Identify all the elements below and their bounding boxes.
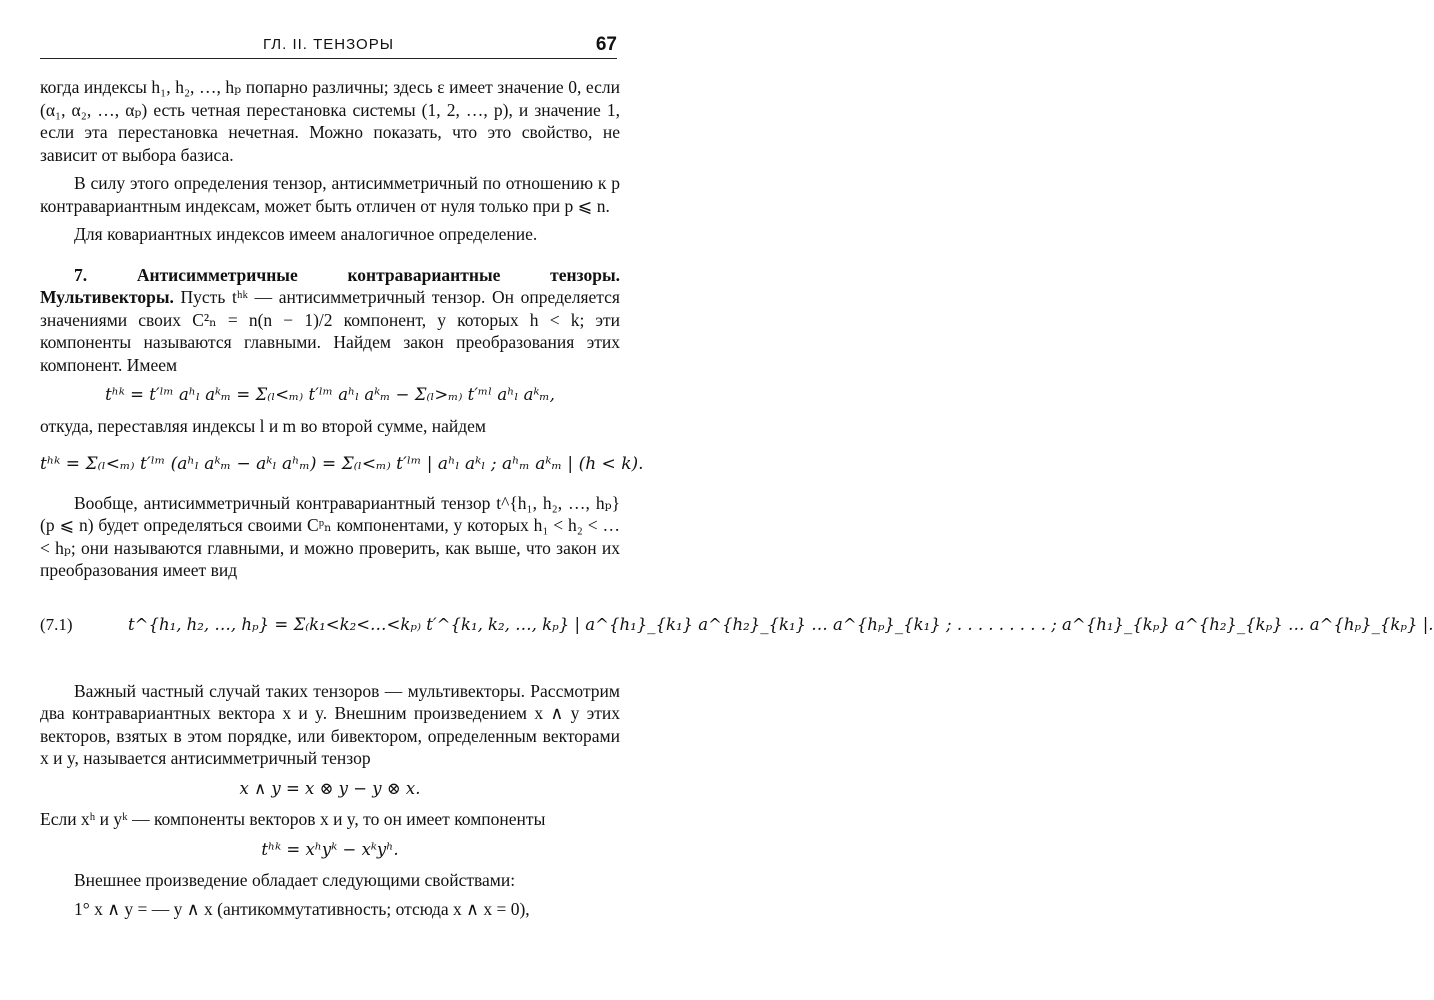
equation-2: tʰᵏ = Σ₍ₗ<ₘ₎ t′ˡᵐ (aʰₗ aᵏₘ − aᵏₗ aʰₘ) = Σ₍ₗ<ₘ₎ t′ˡᵐ | aʰₗ aᵏₗ ; aʰₘ aᵏₘ | (h < k). (40, 454, 644, 474)
paragraph-3: Для ковариантных индексов имеем аналогичное определение. (74, 224, 538, 244)
section-title: 7. Антисимметричные контравариантные тензоры. Мультивекторы. (40, 264, 620, 307)
running-head: ГЛ. II. ТЕНЗОРЫ (263, 36, 394, 53)
paragraph-4: Пусть tʰᵏ — антисимметричный тензор. Он определяется значениями своих C²ₙ = n(n − 1)/2 компонент, у которых h < k; эти компоненты называются главными. Найдем закон преобразования этих компонент. Имеем (40, 287, 620, 375)
paragraph-5: откуда, переставляя индексы l и m во второй сумме, найдем (40, 415, 487, 436)
page-number: 67 (595, 34, 617, 55)
paragraph-1: когда индексы h₁, h₂, …, hₚ попарно различны; здесь ε имеет значение 0, если (α₁, α₂, …, αₚ) есть четная перестановка системы (1, 2, …, p), и значение 1, если эта перестановка нечетная. Можно показать, что это свойство, не зависит от выбора базиса. (40, 77, 620, 165)
equation-number: (7.1) (40, 614, 73, 634)
equation-1: tʰᵏ = t′ˡᵐ aʰₗ aᵏₘ = Σ₍ₗ<ₘ₎ t′ˡᵐ aʰₗ aᵏₘ − Σ₍ₗ>ₘ₎ t′ᵐˡ aʰₗ aᵏₘ, (105, 385, 555, 404)
page-header (40, 34, 617, 59)
paragraph-7: Важный частный случай таких тензоров — мультивекторы. Рассмотрим два контравариантных вектора x и y. Внешним произведением x ∧ y этих векторов, взятых в этом порядке, или бивектором, определенным векторами x и y, называется антисимметричный тензор (40, 680, 620, 768)
equation-7-1 (40, 586, 1434, 676)
section-7 (40, 264, 620, 377)
paragraph-9: Внешнее произведение обладает следующими свойствами: (74, 870, 516, 890)
property-1: 1° x ∧ y = — y ∧ x (антикоммутативность; отсюда x ∧ x = 0), (74, 898, 530, 919)
paragraph-8: Если xʰ и yᵏ — компоненты векторов x и y, то он имеет компоненты (40, 809, 546, 829)
equation-4: x ∧ y = x ⊗ y − y ⊗ x. (239, 778, 421, 798)
equation-5: tʰᵏ = xʰyᵏ − xᵏyʰ. (261, 839, 399, 859)
equation-7-1-body: t^{h₁, h₂, …, hₚ} = Σ₍k₁<k₂<…<kₚ₎ t′^{k₁, k₂, …, kₚ} | a^{h₁}_{k₁} a^{h₂}_{k₁} … a^{hₚ}_{k₁} ; . . . . . . . . . ; a^{h₁}_{kₚ} a^{h₂}_{kₚ} … a^{hₚ}_{kₚ} |. (128, 614, 1434, 634)
paragraph-2: В силу этого определения тензор, антисимметричный по отношению к p контравариантным индексам, может быть отличен от нуля только при p ⩽ n. (40, 173, 620, 216)
page-body (40, 76, 1434, 920)
paragraph-6: Вообще, антисимметричный контравариантный тензор t^{h₁, h₂, …, hₚ} (p ⩽ n) будет определяться своими Cᵖₙ компонентами, у которых h₁ < h₂ < … < hₚ; они называются главными, и можно проверить, как выше, что закон их преобразования имеет вид (40, 492, 620, 580)
